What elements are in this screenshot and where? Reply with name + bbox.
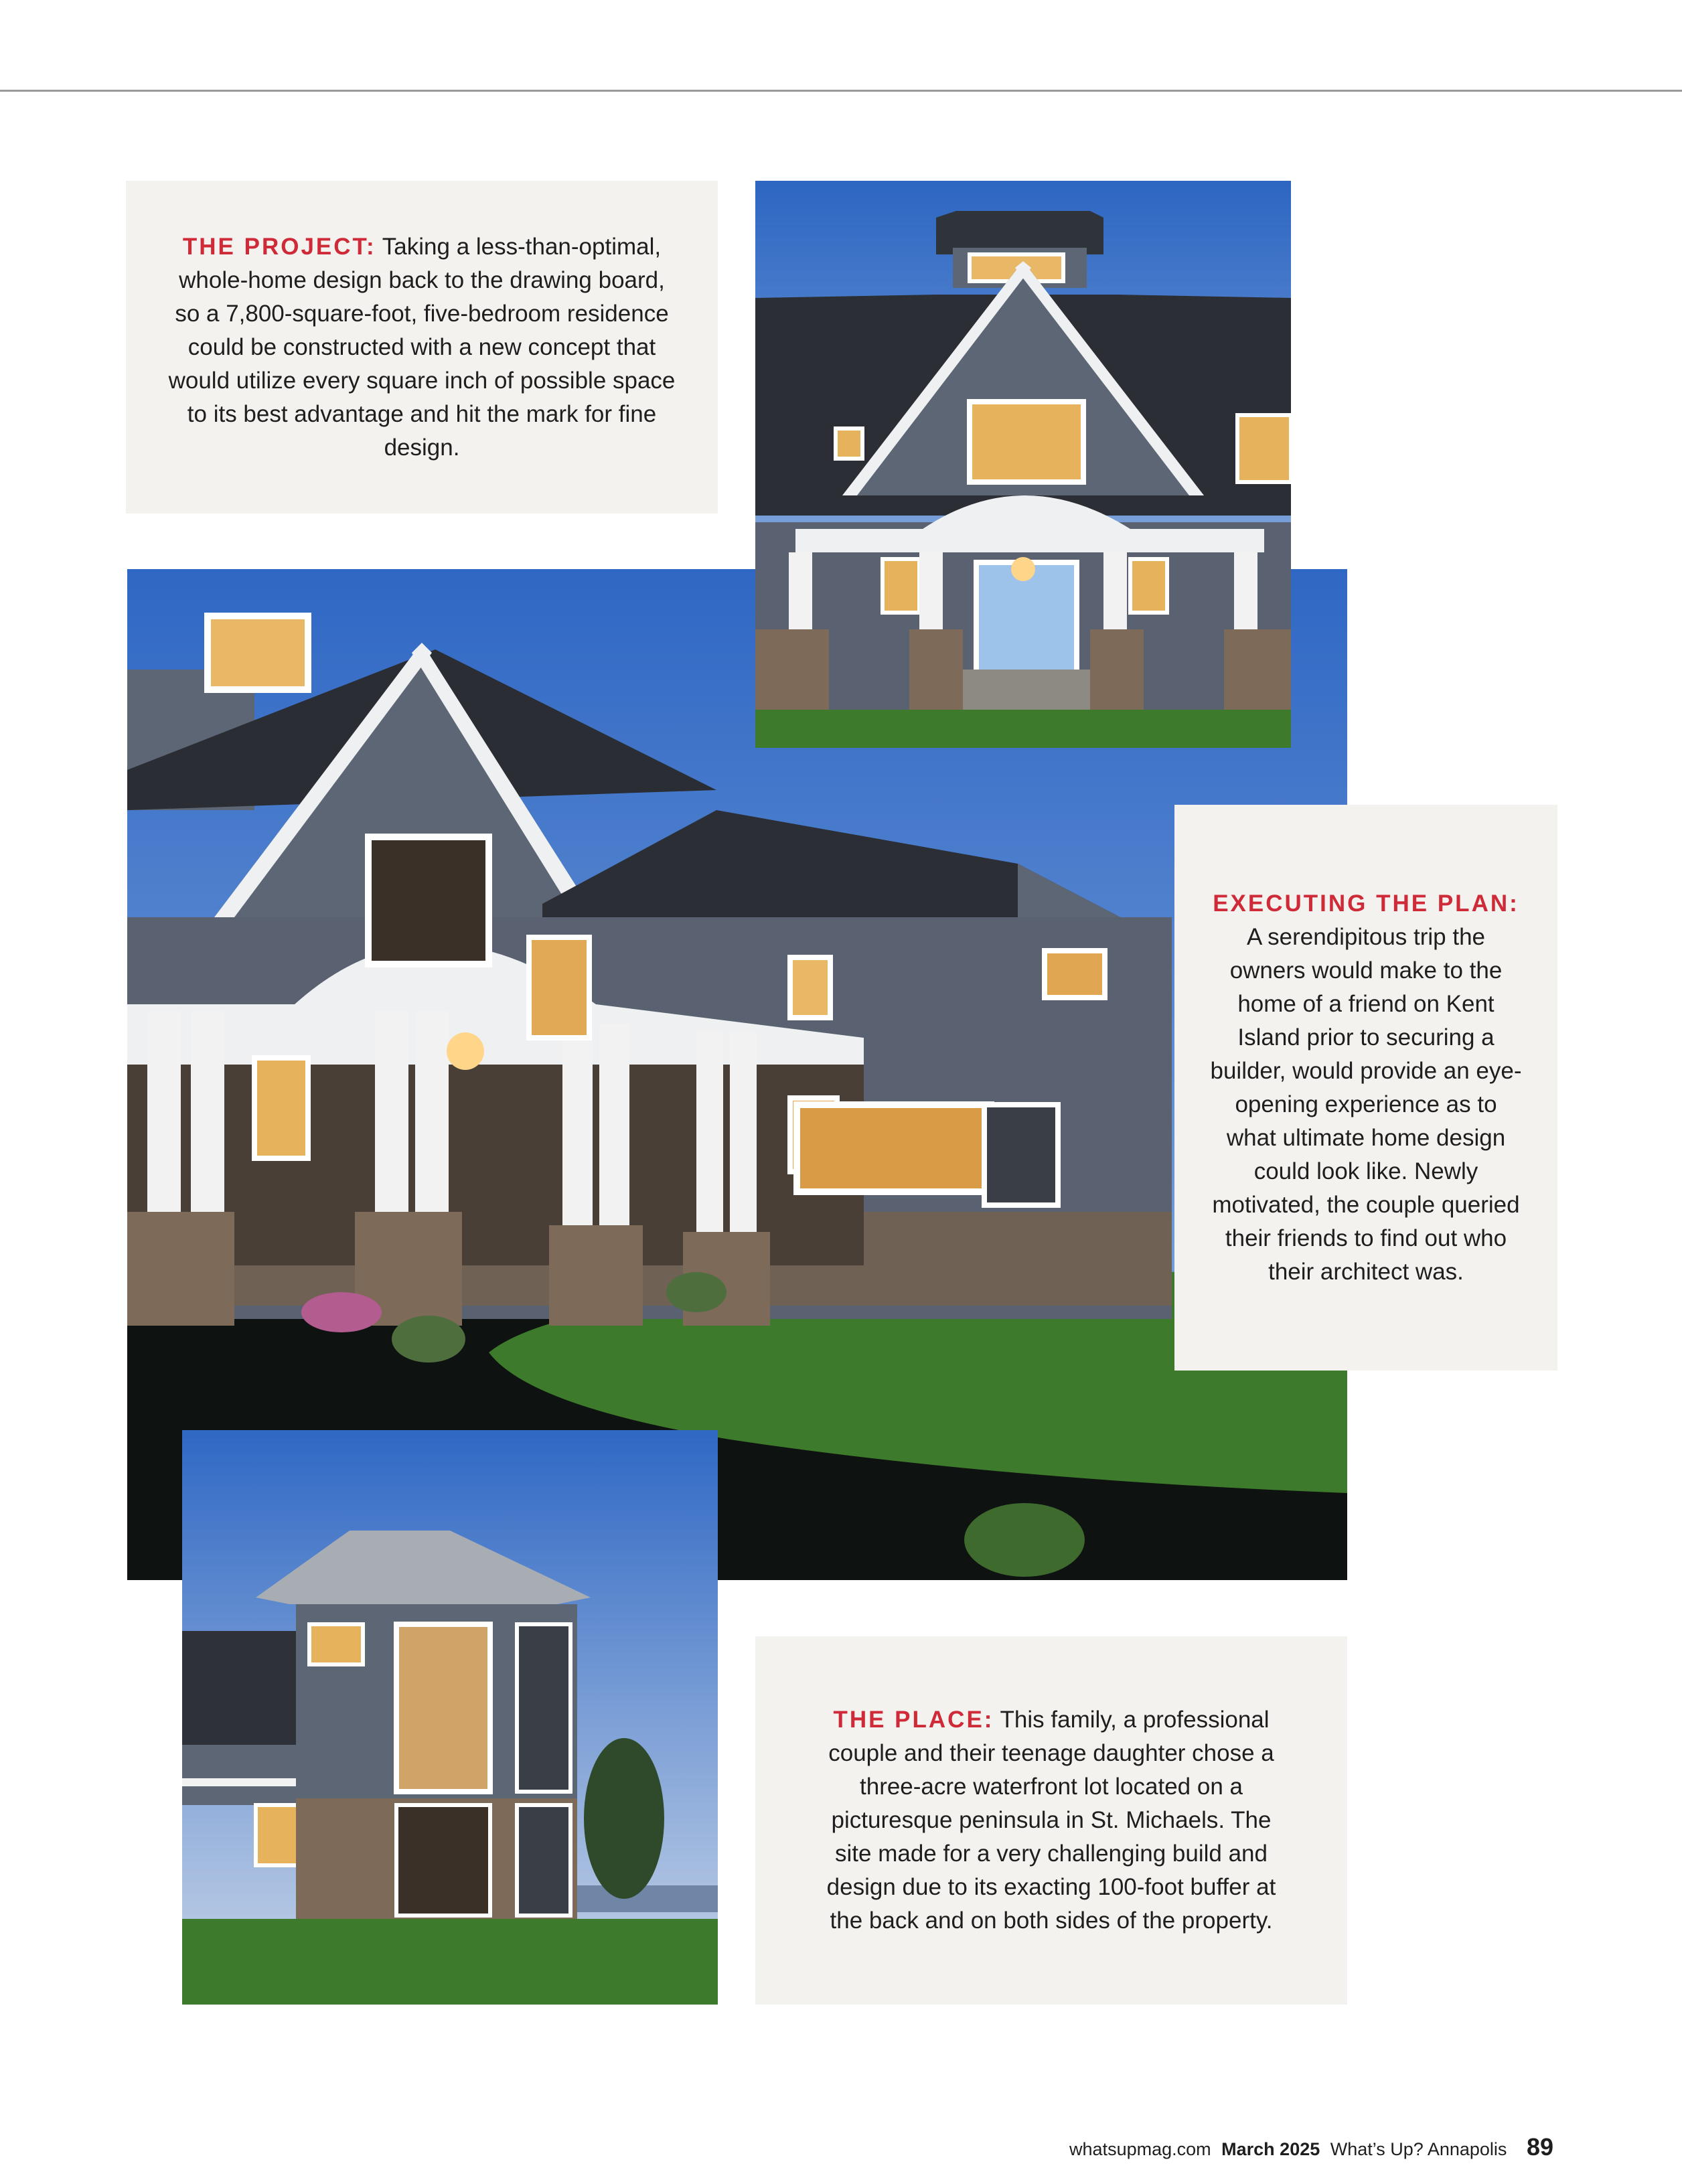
project-lead: THE PROJECT: [182, 233, 376, 260]
page-number: 89 [1526, 2133, 1553, 2161]
executing-paragraph [1208, 887, 1524, 1289]
footer-magazine: What’s Up? Annapolis [1330, 2139, 1507, 2159]
place-text: This family, a professional couple and their teenage daughter chose a three-acre waterfront lot located on a picturesque peninsula in St. Michaels. The site made for a very challenging build and design due to its exacting 100-foot buffer at the back and on both sides of the property. [826, 1707, 1276, 1934]
executing-box [1174, 805, 1557, 1371]
footer-site: whatsupmag.com [1069, 2139, 1211, 2159]
footer-date: March 2025 [1221, 2139, 1320, 2159]
project-paragraph [166, 230, 678, 465]
page-footer [1069, 2133, 1559, 2161]
top-rule [0, 90, 1682, 92]
place-paragraph [816, 1703, 1287, 1938]
project-text: Taking a less-than-optimal, whole-home design back to the drawing board, so a 7,800-square-foot, five-bedroom residence could be constructed with a new concept that would utilize every square inch of possible space to its best advantage and hit the mark for fine design. [168, 233, 676, 461]
executing-text: A serendipitous trip the owners would make to the home of a friend on Kent Island prior to securing a builder, would provide an eye-opening experience as to what ultimate home design could look like. Newly motivated, the couple queried their friends to find out who their architect was. [1210, 923, 1522, 1285]
place-lead: THE PLACE: [833, 1707, 994, 1733]
executing-lead: EXECUTING THE PLAN: [1213, 890, 1519, 917]
front-facade-photo [755, 181, 1291, 748]
project-box [126, 181, 718, 514]
place-box [755, 1636, 1347, 2005]
turret-side-illustration [182, 1430, 718, 2005]
front-facade-illustration [755, 181, 1291, 748]
turret-side-photo [182, 1430, 718, 2005]
